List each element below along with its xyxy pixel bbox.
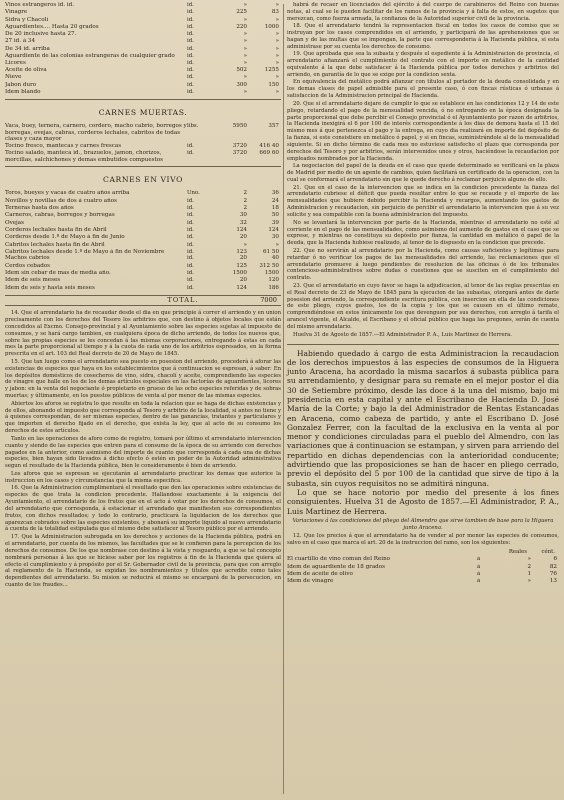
paragraph: 18. Que el arrendatario tendrá la representacion fiscal en todos los casos de comiso que se instruyan por los casos comprendidos en el arriendo, y participará de las aprehensiones que se hagan y de las multas que se impongan, la parte que corresponderia á la Hacienda pública, si esta administrase por su cuenta los derechos de consumo. — [287, 23, 559, 50]
row-unit: id. — [187, 88, 194, 95]
row-unit: Uno. — [187, 190, 200, 197]
row-label: 27 id. á 34 — [5, 38, 36, 45]
section-rule — [5, 99, 281, 100]
paragraph: Lo que se hace notorio por medio del presente á los fines consiguientes. Huelva 31 de Agosto de 1857.—El Administrador, P. A., Luis Martinez de Herrera. — [287, 487, 559, 516]
paragraph: Huelva 31 de Agosto de 1857.—El Administrador P. A., Luis Martinez de Herrera. — [293, 331, 512, 338]
condition-12-text: 12. Que los precios á que el arrendatario ha de vender al por menor las especies de consumos, salvo en el caso que marca el art. 20 de la instruccion del ramo, son los siguientes: — [287, 532, 559, 546]
row-value-2: » — [275, 59, 279, 66]
row-value-1: 2 — [243, 197, 247, 204]
row-unit: id. — [187, 212, 194, 219]
row-value-1: 3720 — [232, 142, 247, 149]
total-label: TOTAL. — [167, 295, 199, 304]
row-label: De 34 id. arriba — [5, 45, 50, 52]
row-value-1: 20 — [239, 234, 247, 241]
row-label: Tocino fresco, mantecas y carnes frescas — [5, 142, 122, 149]
row-value-2: 1255 — [264, 66, 279, 73]
row-unit: id. — [187, 277, 194, 284]
row-value-2: 150 — [268, 81, 279, 88]
table-row — [5, 212, 281, 219]
row-unit: id. — [187, 2, 194, 8]
row-unit: id. — [187, 142, 194, 149]
table-row — [5, 249, 281, 256]
row-label: Carneros, cabras, borregos y borregas — [5, 212, 115, 219]
row-label: Aceite de oliva — [5, 66, 47, 73]
row-unit: id. — [187, 23, 194, 30]
row-value-2: 39 — [271, 219, 279, 226]
section-rule — [287, 344, 559, 345]
row-label: Ovejas — [5, 219, 24, 226]
row-unit: id. — [187, 269, 194, 276]
row-label: Novillos y novillas de dos á cuatro años — [5, 197, 117, 204]
row-label: Machos cabrios — [5, 255, 50, 262]
carnes-muertas-heading: CARNES MUERTAS. — [98, 108, 188, 118]
row-label: Idem de seis y hasta seis meses — [5, 284, 95, 291]
row-unit: id. — [187, 45, 194, 52]
row-value-1: 5950 — [232, 123, 247, 130]
paragraph: Los aforos que se espresan se ejecutarán al arrendatario practicar los demas que autorice la instruccion en los casos y circunstancias que la misma especifica. — [5, 470, 281, 484]
row-unit: id. — [187, 241, 194, 248]
row-label: Sidra y Chacolí — [5, 16, 49, 23]
row-value-2: » — [275, 53, 279, 60]
conditions-text-right — [287, 2, 559, 339]
row-unit: id. — [187, 255, 194, 262]
row-value-2: » — [275, 38, 279, 45]
table-row — [5, 17, 281, 24]
right-column — [287, 2, 559, 585]
row-value-1: » — [243, 16, 247, 23]
row-label: Idem sin cebar de mas de media año. — [5, 269, 111, 276]
total-row — [5, 295, 281, 306]
row-value-2: 50 — [271, 212, 279, 219]
row-value-2: » — [275, 31, 279, 38]
row-unit: id. — [187, 74, 194, 81]
table-row — [5, 285, 281, 292]
row-value-2: 18 — [271, 205, 279, 212]
table-row — [5, 255, 281, 262]
row-unit: id. — [187, 59, 194, 66]
row-value-2: 36 — [271, 190, 279, 197]
condition-12 — [287, 533, 559, 547]
paragraph: Habiendo quedado á cargo de esta Administracion la recaudacion de los derechos impuestos á las especies de consumos de la Higuera junto Aracena, ha acordado la misma sacarlos á subasta pública para su arrendamiento, y designar para su remate en el mejor postor el dia 30 de Setiembre próximo, desde las doce á la una del mismo, bajo mi presidencia en esta capital y ante el Escribano de Hacienda D. José María de la Corte; y bajo la del Administrador de Rentas Estancadas en Aracena, como cabeza de partido, y ante el Escribano D. José Gonzalez Ferrer, con la facultad de la exclusiva en la venta al por menor y condiciones circuladas para el pueblo del Almendro, con las variaciones que á continuacion se estampan, y sirven para arriendo del repartido en dichas dependencias con la anterioridad conducente; advirtiendo que las proposiciones se han de hacer en pliego cerrado, previo el depósito del 5 por 100 de la cantidad que sirve de tipo á la subasta, sin cuyos requisitos no se admitirá ninguna. — [287, 348, 559, 488]
row-label: El cuartillo de vino comun del Reino — [287, 556, 391, 563]
table-row — [5, 82, 281, 89]
paragraph: 19. Que aprobada que sea la subasta y después el espediente á la Administracion de provincia, el arrendatario afianzará el cumplimiento del contrato con el importe en metálico de la cantidad equivalente á la que debe satisfacer á la Hacienda pública por todos derechos y arbitrios del arriendo, en garantía de lo que se exige por la condicion sexta. — [287, 51, 559, 79]
paragraph: habrá de recaer en licenciados del ejército á del cuerpo de carabineros del Reino con buenas notas, al cual se le pueden facilitar de los ramos de la provincia y á falta de estos, en sugetos que merezcan, como fuerza armada, la confianza de la Autoridad superior civil de la provincia. — [287, 2, 559, 22]
table-row — [287, 578, 559, 585]
table-row — [5, 74, 281, 81]
row-unit: á — [477, 563, 481, 570]
row-value-2: » — [275, 2, 279, 8]
table-row — [287, 571, 559, 578]
table-row — [5, 2, 281, 9]
paragraph: 15. Que tan luego como el arrendatario sea puesto en posesion del arriendo, procederá á aforar las existencias de especies que haya en los establecimientos que á continuacion se espresan, á saber: En los depósitos domésticos de cosecheros de vino, sidra, chacolí y aceite, comprendiendo las especies de vinagre que halle en los de los demas artículos especiales en las factorías de aguardientes, licores y jabon: en la venta del negociante ó propietario en grueso de las ocho especies referidas y de sobras muertas; y últimamente, en los puestos públicos de venta al por menor de las mismas especies. — [5, 358, 281, 400]
row-value-1: 1 — [527, 570, 531, 577]
row-unit: id. — [187, 150, 194, 157]
table-row — [5, 46, 281, 53]
row-unit: id. — [187, 219, 194, 226]
table-row — [287, 556, 559, 563]
table-row — [5, 67, 281, 74]
row-label: Vinos estrangeros id. id. — [5, 2, 75, 8]
announcement-text — [287, 349, 559, 516]
row-value-1: 502 — [236, 66, 247, 73]
carnes-vivo-heading: CARNES EN VIVO — [103, 175, 183, 185]
row-value-2: 76 — [549, 570, 557, 577]
row-label: Idem blando — [5, 88, 41, 95]
row-value-2: » — [275, 241, 279, 248]
table-row — [5, 198, 281, 205]
row-value-2: 124 — [268, 226, 279, 233]
row-value-1: 124 — [236, 284, 247, 291]
row-value-2: 83 — [271, 9, 279, 16]
row-value-2: 357 — [268, 123, 279, 130]
price-rows — [287, 556, 559, 585]
left-column — [5, 2, 281, 590]
table-row — [5, 190, 281, 197]
row-value-1: 3720 — [232, 150, 247, 157]
row-label: Vaca, buey, ternera, carnero, cordero, macho cabrio, borregos y borregas, ovejas, cabras, corderos lechales, cabritos de todas clases y caza mayor — [5, 123, 187, 143]
row-unit: id. — [187, 234, 194, 241]
row-value-1: 2 — [243, 190, 247, 197]
row-label: Jabon duro — [5, 81, 37, 88]
row-value-1: » — [243, 88, 247, 95]
row-label: Cabritos lechales desde 1.º de Mayo á fin de Noviembre — [5, 248, 165, 255]
row-value-2: 186 — [268, 284, 279, 291]
row-unit: á — [477, 556, 481, 563]
row-unit: id. — [187, 81, 194, 88]
row-label: Terneras hasta dos años — [5, 205, 74, 212]
row-unit: id. — [187, 205, 194, 212]
table-row — [5, 234, 281, 241]
table-row — [5, 242, 281, 249]
table-row — [5, 89, 281, 96]
paragraph: 17. Que la Administracion subrogada en los derechos y acciones de la Hacienda pública, podrá en el arrendatario, por cuenta de los mismos, las facultades que se le confieren para la percepcion de los derechos de consumos. De los que nombrase con destino á la vista y resguardo, a que se tal concepto nombrará personas á las que se hiciese saber por los registros á fin de la Hacienda que quiera al efecto el cumplimiento y á propósito por el Sr. Gobernador civil de la provincia, para que con arreglo al reglamento de la Hacienda, se expidan los nombramientos y títulos que acredite como tales dependientes del arrendatario. Su mision se reducirá el mismo se encargará de la persecucion, en cuanto de los fraudes... — [5, 533, 281, 589]
row-value-1: » — [243, 59, 247, 66]
table-row — [5, 24, 281, 31]
row-label: Idem de aceite de olivo — [287, 570, 353, 577]
row-value-1: » — [527, 556, 531, 563]
row-label: Aguardiente de las colonias estrangeras de cualquier grado — [5, 53, 175, 60]
row-value-1: 2 — [243, 205, 247, 212]
row-value-2: 13 — [549, 578, 557, 585]
paragraph: 22. Que no servirán al arrendatario por la Hacienda, como causas suficientes y legítimas para retardar ó no verificar los pagos de las mensualidades del arriendo, las reclamaciones que el arrendatario promueve á luego pendientes de resolucion de las oficinas ó de los tribunales contencioso-administrativos sobre dudas ó cuestiones que se susciten en el cumplimiento del contrato. — [287, 247, 559, 282]
row-value-1: » — [243, 74, 247, 81]
row-label: Corderos lechales hasta fin de Abril — [5, 226, 107, 233]
table-row — [5, 270, 281, 277]
paragraph: Tanto en las operaciones de aforo como de registro, tomará por último el arrendatario intervencion cuanto y siendo de las especies que entren para el consumo de la época de su arriendo con derechos pagados en la anterior, como asimismo del importe de cuanto que corresponda á cada una de dichas especies, bien hayan sido llevados á dicho efecto ó estén en poder de la Autoridad administrativa segun el resultado de la Hacienda pública, bien le consideramente é bien de arriendo. — [5, 435, 281, 470]
col-head-cent: cént. — [541, 549, 555, 556]
row-label: Cerdos cebados — [5, 262, 51, 269]
variations-heading: Variaciones á las condiciones del pliego del Almendro que sirve tambien de base para la Higuera junto Aracena. — [292, 517, 554, 531]
row-value-1: » — [527, 578, 531, 585]
row-label: Licores — [5, 59, 26, 66]
conditions-text-left — [5, 310, 281, 589]
row-unit: id. — [187, 226, 194, 233]
row-unit: id. — [187, 197, 194, 204]
row-value-1: 300 — [236, 81, 247, 88]
table-row — [5, 150, 281, 163]
row-value-1: » — [243, 53, 247, 60]
table-row — [5, 60, 281, 67]
tariff-table-carnes-muertas — [5, 123, 281, 163]
row-value-1: 124 — [236, 226, 247, 233]
row-label: Cabritos lechales hasta fin de Abril — [5, 241, 105, 248]
row-unit: id. — [187, 66, 194, 73]
row-value-2: 120 — [268, 277, 279, 284]
row-value-1: » — [243, 38, 247, 45]
col-head-reales: Reales — [508, 549, 527, 556]
row-value-2: 416 40 — [259, 142, 279, 149]
row-unit: id. — [187, 9, 194, 16]
row-value-1: » — [243, 2, 247, 8]
paragraph: 20. Que si el arrendatario dejare de cumplir lo que se establece en las condiciones 12 y 14 de este pliego, retardando el pago de la mensualidad vencida, ó no entregando en la época designada la parte proporcional que debe percibir el Consejo provincial ó el Ayuntamiento por razon de arbitrios, la Hacienda inexigirá el 6 por 100 de interés correspondiente á los dias de demora hasta el 15 del mismo mes á que pertenezca el pago y la entrega, en cuyo dia realizará en importe del depósito de la fianza, si este consistiere en metálico ó papel, y si en fincas, suministrándole al de la mensualidad siguiente. Si en dicho término de cada mes no estuviese satisfecho el plazo que corresponda por derechos del Tesoro y por arbitrios, serán intervenidos unos y otros, haciéndose la recaudacion por empleados nombrados por la Hacienda. — [287, 100, 559, 162]
table-row — [5, 263, 281, 270]
row-value-1: 225 — [236, 9, 247, 16]
paragraph: En equivalencia del metálico podrá afianzar con títulos al portador de la deuda consolidada y en los demas clases de papel admisible para el presente caso, ó con fincas rústicas ó urbanas á satisfaccion de la Administracion principal de Hacienda. — [287, 79, 559, 100]
paragraph: La negociacion del papel de la deuda en el caso que quede determinado se verificará en la plaza de Madrid por medio de un agente de cambios, quien facilitará un certificado de la operacion, con la cual se conformará el arrendatario sin que le quede derecho á reclamar perjuicio alguno de ello. — [287, 163, 559, 184]
row-value-1: 220 — [236, 23, 247, 30]
row-value-2: 1500 — [264, 269, 279, 276]
paragraph: 16. Que la Administracion cumplimentará el resultado que den las operaciones sobre existencias de especies de que trata la condicion precedente. Hallandose exactamente á la exigencia del Ayuntamiento, el arrendatario de los frutos que en el acto á votar por los derechos de consumos, el del arrendatario que corresponda, á estacionar el arrendado que manifiesten sus correspondientes frutos, con dichos resultados; y todo lo contrario, practicará la liquidacion de los derechos que aparezcan cobrados sobre las especies existentes, y abonará su importe liquido al nuevo arrendatario á cuenta de la totalidad estipulada que el mismo debe satisfacer al Tesoro público por el arriendo. — [5, 485, 281, 533]
row-label: Idem de vinagre — [287, 578, 334, 585]
row-value-1: 32 — [239, 219, 247, 226]
row-value-1: 30 — [239, 212, 247, 219]
paragraph: 23. Que el arrendatario en cuyo favor se haga la adjudicacion, al tenor de las reglas prescritas en el Real decreto de 23 de Mayo de 1845 para la ejecucion de las subastas, otorgará antes de darle posesion del arriendo, la correspondiente escritura pública, con insercion en ella de las condiciones de este pliego, cuyos gastos, los de la copia y los que se causen en el último remate, comprendiéndose en estos únicamente los que devenguen por sus derechos, con arreglo á tarifa el arancel vigente, el Alcalde, el Escribano y el oficial público que haga las pregones, serán de cuenta del mismo arrendatario. — [287, 282, 559, 331]
tariff-table-liquids — [5, 2, 281, 96]
row-value-1: » — [243, 241, 247, 248]
row-value-2: 61 50 — [262, 248, 279, 255]
table-row — [5, 38, 281, 45]
row-value-1: 123 — [236, 248, 247, 255]
paragraph: 21. Que en el caso de la intervencion que se indica en la condicion precedente la fianza del arrendatario cubriese el déficit que pueda resultar entre lo que se recaude y el importe de las mensualidades que hubiere debido percibir la Hacienda y recargos, aumentando los gastos de Administracion y recaudacion, sin perjuicio de percibir el arrendatario la intervencion que á su vez solicite y sea compatible con la buena administracion del impuesto. — [287, 184, 559, 219]
table-row — [5, 205, 281, 212]
row-value-2: 82 — [549, 563, 557, 570]
row-unit: á — [477, 578, 481, 585]
table-row — [5, 123, 281, 143]
row-value-2: 1000 — [264, 23, 279, 30]
table-row — [287, 564, 559, 571]
row-label: Toros, bueyes y vacas de cuatro años arriba — [5, 190, 130, 197]
paragraph: 14. Que el arrendatario ha de recaudar desde el dia en que principie á correr el arriendo y en union precisamente con los derechos del Tesoro los arbitrios que, con destino á objetos locales que están concedidos al Excmo. Consejo-provincial y al Ayuntamiento sobre las especies sujetas al impuesto de consumos, y se hará cargo tambien, en cualquiera época de dicho arriendo, de todos los nuevos que, sobre las propias especies se les concedan á las mismas corporaciones, entregando á estas en cada mes la parte proporcional al tiempo y á la cuota de cada uno de los arbitrios espresados, en la forma prescrita en el art. 103 del Real decreto de 20 de Mayo de 1845. — [5, 309, 281, 358]
paragraph: No se levantará la intervencion por parte de la Hacienda, mientras el arrendatario no esté al corriente en el pago de las mensualidades, como asimismo del aumento de gastos en el caso que se exprese, y mientras no constituya su depósito por fianza, la cantidad en metálico ó papel de la deuda, que la Hacienda hubiese realizado, al tenor de lo dispuesto en la condicion que precede. — [287, 219, 559, 247]
row-label: Idem de aguardiente de 18 grados — [287, 563, 385, 570]
row-value-1: 125 — [236, 262, 247, 269]
paragraph: Abiertos los aforos se registra lo que resulte en toda la relacion que se haga de dichas existencias y de ellos, abonando el impuesto que corresponda al Tesoro y arbitrio de la localidad, si antes no tiene y á quienes correspondan, de ser mismas especies, dentro de las ganancias, tratantes y particulares y que importen el derecho fijado en el derecho, que exista la ley, que al acto de su consumo los derechos de estos artículos. — [5, 400, 281, 435]
retail-price-table — [287, 549, 559, 585]
row-value-2: » — [275, 74, 279, 81]
section-rule — [5, 166, 281, 167]
table-row — [5, 53, 281, 60]
row-unit: id. — [187, 16, 194, 23]
table-row — [5, 31, 281, 38]
table-row — [5, 220, 281, 227]
row-value-2: » — [275, 16, 279, 23]
row-value-2: » — [275, 45, 279, 52]
row-value-2: 6 — [553, 556, 557, 563]
row-unit: id. — [187, 262, 194, 269]
row-label: Vinagre — [5, 9, 28, 16]
row-label: De 20 inclusive hasta 27. — [5, 31, 77, 38]
row-value-2: 30 — [271, 234, 279, 241]
row-value-1: 20 — [239, 277, 247, 284]
row-value-1: » — [243, 31, 247, 38]
row-label: Idem de seis meses — [5, 277, 61, 284]
row-unit: id. — [187, 248, 194, 255]
table-row — [5, 277, 281, 284]
row-value-2: 24 — [271, 197, 279, 204]
row-value-2: 669 60 — [259, 150, 279, 157]
table-row — [5, 227, 281, 234]
tariff-table-carnes-vivo — [5, 190, 281, 291]
row-unit: id. — [187, 31, 194, 38]
total-value: 7000 — [260, 295, 277, 304]
row-label: Nieve — [5, 74, 22, 81]
row-label: Aguardientes.... Hasta 20 grados — [5, 23, 99, 30]
table-row — [5, 9, 281, 16]
row-value-1: 1500 — [232, 269, 247, 276]
row-value-2: 312 50 — [259, 262, 279, 269]
price-table-header — [287, 549, 559, 556]
row-value-1: 2 — [527, 563, 531, 570]
row-value-2: » — [275, 88, 279, 95]
table-row — [5, 143, 281, 150]
row-unit: libs. — [187, 123, 199, 130]
row-unit: id. — [187, 38, 194, 45]
row-value-1: 20 — [239, 255, 247, 262]
row-label: Tocino salado, manteca id., brazuelos, jamon, chorizos, morcillas, salchichones y demas embutidos compuestos — [5, 150, 163, 163]
column-divider — [283, 4, 284, 794]
row-value-1: » — [243, 45, 247, 52]
row-unit: á — [477, 570, 481, 577]
row-value-2: 40 — [271, 255, 279, 262]
row-unit: id. — [187, 284, 194, 291]
row-unit: id. — [187, 53, 194, 60]
row-label: Corderos desde 1.º de Mayo á fin de Junio — [5, 234, 125, 241]
